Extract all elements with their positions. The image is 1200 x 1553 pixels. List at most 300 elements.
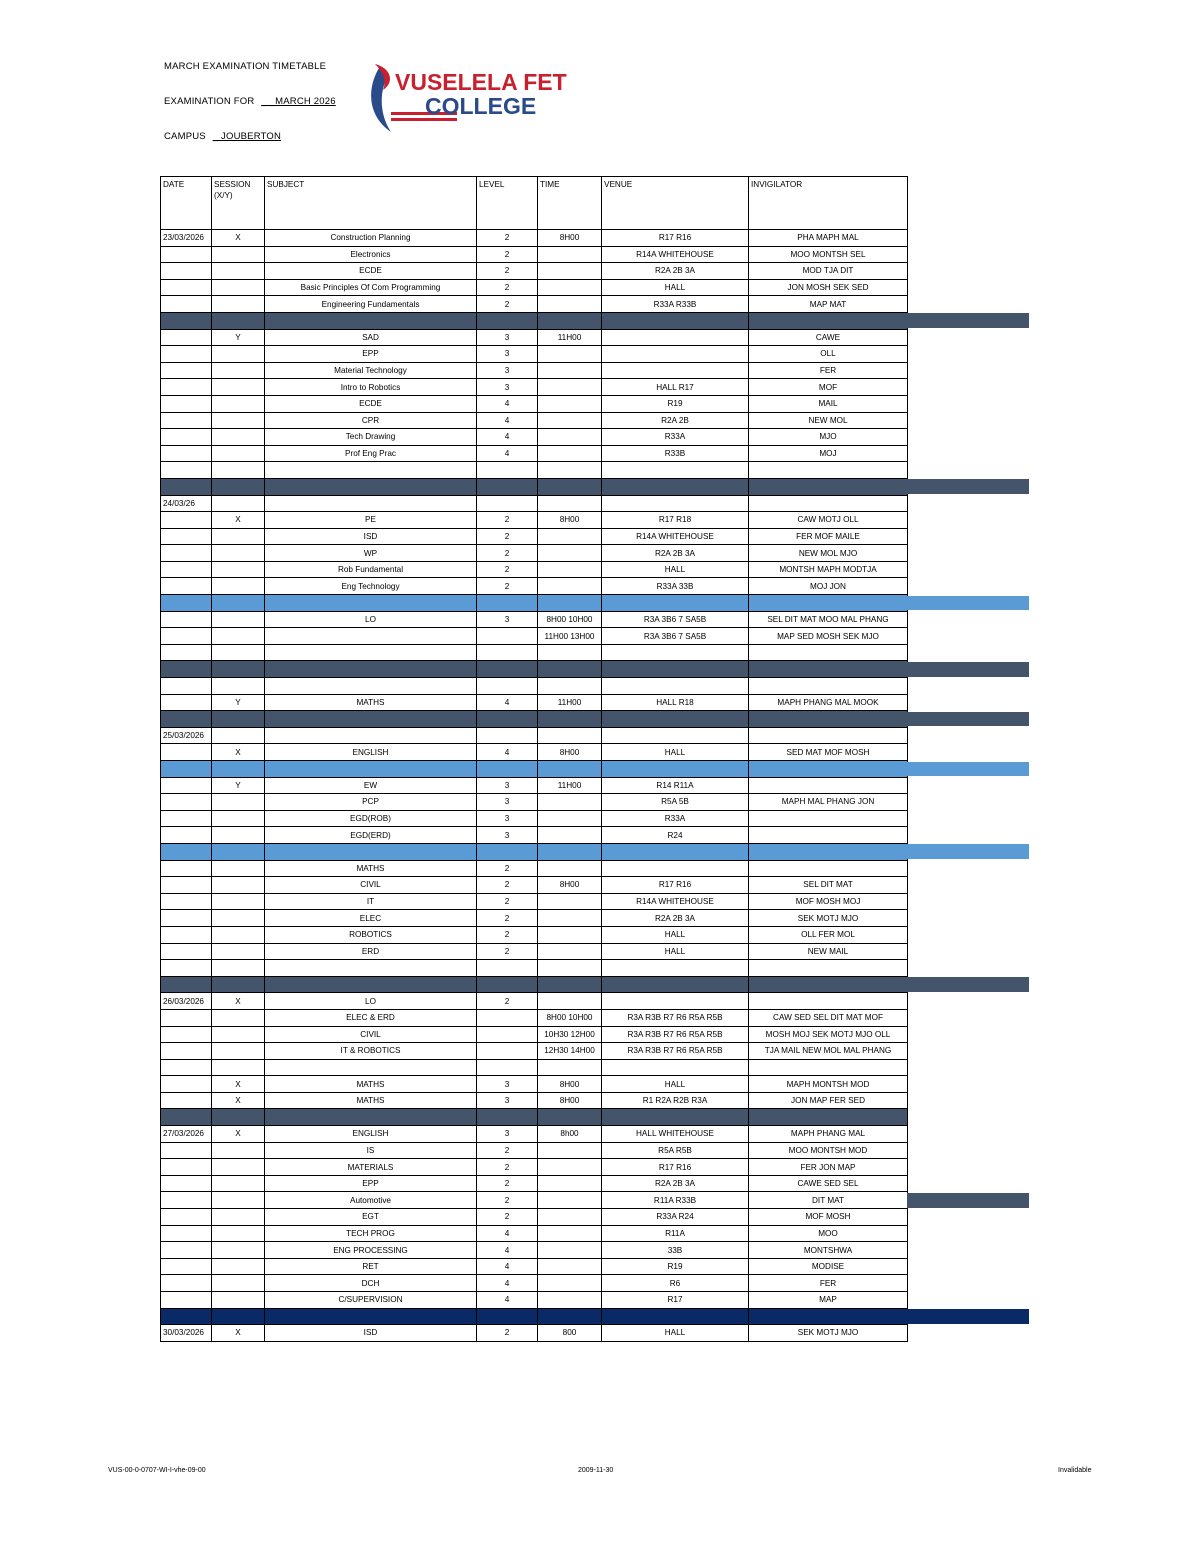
table-cell bbox=[538, 1175, 602, 1192]
row-shade-extension bbox=[907, 1193, 1029, 1208]
table-cell bbox=[477, 678, 538, 695]
table-cell bbox=[477, 1026, 538, 1043]
separator-cell bbox=[161, 312, 212, 329]
table-cell bbox=[538, 395, 602, 412]
table-cell bbox=[212, 893, 265, 910]
table-cell bbox=[749, 495, 908, 512]
separator-cell bbox=[602, 711, 749, 728]
separator-cell bbox=[161, 976, 212, 993]
table-cell bbox=[161, 1009, 212, 1026]
table-cell: ENG PROCESSING bbox=[265, 1242, 477, 1259]
table-cell bbox=[161, 429, 212, 446]
table-cell bbox=[749, 827, 908, 844]
table-row bbox=[161, 893, 908, 910]
table-cell: ECDE bbox=[265, 395, 477, 412]
separator-cell bbox=[602, 595, 749, 612]
table-cell bbox=[477, 960, 538, 977]
table-cell: SEL DIT MAT MOO MAL PHANG bbox=[749, 611, 908, 628]
table-cell bbox=[161, 512, 212, 529]
table-cell bbox=[212, 1026, 265, 1043]
table-cell: 8H00 10H00 bbox=[538, 1009, 602, 1026]
table-cell: MAPH MAL PHANG JON bbox=[749, 794, 908, 811]
separator-cell bbox=[602, 1308, 749, 1325]
table-cell: WP bbox=[265, 545, 477, 562]
table-cell bbox=[212, 1159, 265, 1176]
table-cell bbox=[212, 1292, 265, 1309]
table-cell: HALL bbox=[602, 926, 749, 943]
separator-row bbox=[161, 595, 908, 612]
table-cell bbox=[161, 561, 212, 578]
table-cell: R11A R33B bbox=[602, 1192, 749, 1209]
table-cell: Automotive bbox=[265, 1192, 477, 1209]
table-cell: FER bbox=[749, 1275, 908, 1292]
table-cell: 8H00 bbox=[538, 512, 602, 529]
table-cell: 25/03/2026 bbox=[161, 727, 212, 744]
table-cell bbox=[749, 993, 908, 1010]
separator-cell bbox=[602, 843, 749, 860]
table-cell: R33A 33B bbox=[602, 578, 749, 595]
table-cell bbox=[161, 1292, 212, 1309]
column-header: DATE bbox=[161, 177, 212, 230]
table-cell: 3 bbox=[477, 611, 538, 628]
table-cell bbox=[161, 1192, 212, 1209]
table-cell: 2 bbox=[477, 1142, 538, 1159]
table-cell bbox=[161, 1225, 212, 1242]
table-cell: 12H30 14H00 bbox=[538, 1043, 602, 1060]
table-cell: NEW MAIL bbox=[749, 943, 908, 960]
table-row bbox=[161, 462, 908, 479]
table-cell: 3 bbox=[477, 1126, 538, 1143]
separator-cell bbox=[749, 1109, 908, 1126]
table-row bbox=[161, 429, 908, 446]
table-cell: TJA MAIL NEW MOL MAL PHANG bbox=[749, 1043, 908, 1060]
table-cell bbox=[212, 1175, 265, 1192]
separator-cell bbox=[265, 761, 477, 778]
table-cell: X bbox=[212, 512, 265, 529]
table-cell bbox=[212, 462, 265, 479]
table-cell bbox=[212, 877, 265, 894]
table-cell bbox=[538, 1258, 602, 1275]
table-cell: HALL bbox=[602, 561, 749, 578]
table-cell: R2A 2B 3A bbox=[602, 545, 749, 562]
table-cell bbox=[212, 628, 265, 645]
separator-cell bbox=[749, 761, 908, 778]
table-cell: R14A WHITEHOUSE bbox=[602, 246, 749, 263]
table-cell: IT bbox=[265, 893, 477, 910]
separator-cell bbox=[265, 976, 477, 993]
table-cell: R14A WHITEHOUSE bbox=[602, 893, 749, 910]
table-cell: CAWE SED SEL bbox=[749, 1175, 908, 1192]
table-row bbox=[161, 827, 908, 844]
table-cell: 8H00 bbox=[538, 1092, 602, 1109]
column-header: TIME bbox=[538, 177, 602, 230]
table-cell: 4 bbox=[477, 1258, 538, 1275]
table-cell bbox=[161, 611, 212, 628]
table-cell bbox=[538, 1142, 602, 1159]
table-cell bbox=[538, 296, 602, 313]
table-cell: 4 bbox=[477, 445, 538, 462]
table-cell bbox=[212, 611, 265, 628]
table-row bbox=[161, 329, 908, 346]
table-cell: X bbox=[212, 230, 265, 247]
table-cell: Y bbox=[212, 329, 265, 346]
table-cell: MOF MOSH MOJ bbox=[749, 893, 908, 910]
table-cell bbox=[538, 926, 602, 943]
separator-row bbox=[161, 1109, 908, 1126]
table-cell: PCP bbox=[265, 794, 477, 811]
table-cell bbox=[161, 810, 212, 827]
table-cell: X bbox=[212, 1325, 265, 1342]
table-cell bbox=[538, 545, 602, 562]
table-cell bbox=[538, 445, 602, 462]
table-cell bbox=[161, 943, 212, 960]
table-cell bbox=[749, 462, 908, 479]
table-row bbox=[161, 561, 908, 578]
table-cell: 3 bbox=[477, 777, 538, 794]
separator-cell bbox=[602, 661, 749, 678]
table-cell: 4 bbox=[477, 1225, 538, 1242]
table-cell bbox=[538, 893, 602, 910]
table-cell: C/SUPERVISION bbox=[265, 1292, 477, 1309]
table-cell: MATERIALS bbox=[265, 1159, 477, 1176]
separator-cell bbox=[212, 661, 265, 678]
table-cell: X bbox=[212, 1126, 265, 1143]
table-row bbox=[161, 678, 908, 695]
table-cell bbox=[161, 644, 212, 661]
table-cell: R2A 2B bbox=[602, 412, 749, 429]
separator-cell bbox=[749, 1308, 908, 1325]
exam-for-label: EXAMINATION FOR bbox=[164, 96, 255, 107]
table-cell: R17 R16 bbox=[602, 230, 749, 247]
table-cell: 2 bbox=[477, 1209, 538, 1226]
table-cell: IS bbox=[265, 1142, 477, 1159]
separator-cell bbox=[749, 478, 908, 495]
table-cell: EPP bbox=[265, 346, 477, 363]
row-shade-extension bbox=[907, 596, 1029, 611]
table-cell: CAW MOTJ OLL bbox=[749, 512, 908, 529]
table-cell bbox=[212, 412, 265, 429]
table-cell bbox=[212, 346, 265, 363]
table-cell bbox=[477, 1059, 538, 1076]
table-cell: R2A 2B 3A bbox=[602, 1175, 749, 1192]
table-cell bbox=[212, 445, 265, 462]
table-cell bbox=[477, 495, 538, 512]
table-cell: Y bbox=[212, 777, 265, 794]
table-row bbox=[161, 246, 908, 263]
table-cell bbox=[161, 960, 212, 977]
separator-cell bbox=[265, 711, 477, 728]
table-cell bbox=[161, 794, 212, 811]
table-cell: 2 bbox=[477, 893, 538, 910]
table-cell: Engineering Fundamentals bbox=[265, 296, 477, 313]
table-cell bbox=[602, 362, 749, 379]
table-cell bbox=[161, 744, 212, 761]
table-row bbox=[161, 993, 908, 1010]
table-cell bbox=[265, 1059, 477, 1076]
separator-row bbox=[161, 761, 908, 778]
table-cell bbox=[212, 960, 265, 977]
separator-cell bbox=[212, 312, 265, 329]
table-row bbox=[161, 926, 908, 943]
table-cell: R3A 3B6 7 SA5B bbox=[602, 611, 749, 628]
table-cell: MAPH PHANG MAL bbox=[749, 1126, 908, 1143]
table-cell bbox=[212, 246, 265, 263]
table-cell: NEW MOL bbox=[749, 412, 908, 429]
table-cell bbox=[161, 395, 212, 412]
table-cell: Y bbox=[212, 694, 265, 711]
table-cell bbox=[212, 943, 265, 960]
table-cell bbox=[538, 246, 602, 263]
table-cell bbox=[602, 495, 749, 512]
column-header: LEVEL bbox=[477, 177, 538, 230]
table-cell bbox=[538, 943, 602, 960]
table-row bbox=[161, 230, 908, 247]
row-shade-extension bbox=[907, 313, 1029, 328]
table-row bbox=[161, 512, 908, 529]
separator-cell bbox=[538, 661, 602, 678]
separator-cell bbox=[538, 1109, 602, 1126]
table-cell: 8H00 bbox=[538, 877, 602, 894]
table-header-row bbox=[161, 177, 908, 230]
table-row bbox=[161, 1043, 908, 1060]
table-cell bbox=[161, 346, 212, 363]
table-cell: R14 R11A bbox=[602, 777, 749, 794]
table-cell: 24/03/26 bbox=[161, 495, 212, 512]
table-cell bbox=[161, 1043, 212, 1060]
campus-line bbox=[164, 131, 281, 142]
table-cell bbox=[538, 561, 602, 578]
exam-for-line bbox=[164, 96, 336, 107]
table-cell: Electronics bbox=[265, 246, 477, 263]
table-cell: FER bbox=[749, 362, 908, 379]
table-cell: 2 bbox=[477, 943, 538, 960]
table-cell bbox=[538, 279, 602, 296]
table-cell bbox=[161, 445, 212, 462]
separator-cell bbox=[477, 595, 538, 612]
table-cell bbox=[265, 727, 477, 744]
table-cell bbox=[161, 296, 212, 313]
campus-value: _ JOUBERTON bbox=[212, 131, 282, 142]
table-cell: Material Technology bbox=[265, 362, 477, 379]
table-cell bbox=[161, 246, 212, 263]
table-cell: MONTSH MAPH MODTJA bbox=[749, 561, 908, 578]
table-cell: HALL bbox=[602, 1325, 749, 1342]
separator-cell bbox=[477, 312, 538, 329]
separator-cell bbox=[602, 1109, 749, 1126]
separator-cell bbox=[212, 1109, 265, 1126]
table-cell bbox=[602, 960, 749, 977]
table-cell: X bbox=[212, 993, 265, 1010]
table-cell bbox=[161, 578, 212, 595]
separator-cell bbox=[749, 661, 908, 678]
table-cell: MAP bbox=[749, 1292, 908, 1309]
row-shade-extension bbox=[907, 479, 1029, 494]
separator-cell bbox=[749, 595, 908, 612]
table-cell: SEL DIT MAT bbox=[749, 877, 908, 894]
table-row bbox=[161, 877, 908, 894]
table-cell: R3A R3B R7 R6 R5A R5B bbox=[602, 1009, 749, 1026]
separator-cell bbox=[602, 761, 749, 778]
table-cell: MOO MONTSH SEL bbox=[749, 246, 908, 263]
separator-cell bbox=[477, 711, 538, 728]
table-cell: DCH bbox=[265, 1275, 477, 1292]
table-cell: R5A 5B bbox=[602, 794, 749, 811]
separator-cell bbox=[161, 661, 212, 678]
table-cell bbox=[538, 993, 602, 1010]
table-cell: R6 bbox=[602, 1275, 749, 1292]
separator-cell bbox=[212, 595, 265, 612]
separator-cell bbox=[265, 312, 477, 329]
separator-cell bbox=[538, 312, 602, 329]
table-cell: 8H00 bbox=[538, 744, 602, 761]
separator-cell bbox=[477, 478, 538, 495]
table-cell: 2 bbox=[477, 1192, 538, 1209]
table-cell bbox=[538, 960, 602, 977]
table-cell bbox=[749, 727, 908, 744]
separator-row bbox=[161, 843, 908, 860]
table-row bbox=[161, 1325, 908, 1342]
table-cell bbox=[477, 628, 538, 645]
table-cell bbox=[538, 860, 602, 877]
separator-cell bbox=[265, 843, 477, 860]
table-cell: MODISE bbox=[749, 1258, 908, 1275]
column-header: SESSION (X/Y) bbox=[212, 177, 265, 230]
table-cell: 2 bbox=[477, 877, 538, 894]
table-cell: 11H00 bbox=[538, 694, 602, 711]
table-row bbox=[161, 1076, 908, 1093]
table-cell: MOF bbox=[749, 379, 908, 396]
table-cell bbox=[602, 329, 749, 346]
table-cell: MATHS bbox=[265, 1092, 477, 1109]
table-row bbox=[161, 1059, 908, 1076]
table-cell: R2A 2B 3A bbox=[602, 910, 749, 927]
table-cell bbox=[538, 1292, 602, 1309]
table-cell: R5A R5B bbox=[602, 1142, 749, 1159]
separator-cell bbox=[538, 595, 602, 612]
separator-cell bbox=[602, 976, 749, 993]
table-cell: 2 bbox=[477, 279, 538, 296]
table-cell: HALL R17 bbox=[602, 379, 749, 396]
table-cell bbox=[602, 678, 749, 695]
table-cell: SED MAT MOF MOSH bbox=[749, 744, 908, 761]
table-cell: EGT bbox=[265, 1209, 477, 1226]
table-cell: R24 bbox=[602, 827, 749, 844]
separator-cell bbox=[538, 1308, 602, 1325]
table-cell bbox=[212, 429, 265, 446]
table-cell: MAIL bbox=[749, 395, 908, 412]
table-cell: MOO MONTSH MOD bbox=[749, 1142, 908, 1159]
table-row bbox=[161, 1192, 908, 1209]
table-cell bbox=[161, 1059, 212, 1076]
table-cell bbox=[161, 412, 212, 429]
table-cell bbox=[161, 1092, 212, 1109]
table-cell: FER JON MAP bbox=[749, 1159, 908, 1176]
table-cell: Eng Technology bbox=[265, 578, 477, 595]
table-cell bbox=[265, 678, 477, 695]
table-cell bbox=[212, 644, 265, 661]
table-cell bbox=[538, 429, 602, 446]
table-cell: 2 bbox=[477, 512, 538, 529]
table-cell: R3A R3B R7 R6 R5A R5B bbox=[602, 1026, 749, 1043]
table-cell bbox=[749, 860, 908, 877]
table-cell: 2 bbox=[477, 860, 538, 877]
table-cell: 3 bbox=[477, 1092, 538, 1109]
table-cell bbox=[212, 1142, 265, 1159]
table-cell bbox=[538, 644, 602, 661]
table-cell bbox=[161, 362, 212, 379]
table-cell bbox=[161, 694, 212, 711]
table-cell bbox=[161, 1258, 212, 1275]
table-cell bbox=[538, 462, 602, 479]
table-cell bbox=[749, 777, 908, 794]
table-cell: ECDE bbox=[265, 263, 477, 280]
separator-cell bbox=[749, 976, 908, 993]
separator-cell bbox=[477, 761, 538, 778]
separator-cell bbox=[538, 478, 602, 495]
table-cell bbox=[161, 1275, 212, 1292]
table-cell bbox=[212, 810, 265, 827]
table-row bbox=[161, 1209, 908, 1226]
table-cell: CIVIL bbox=[265, 1026, 477, 1043]
table-cell: 3 bbox=[477, 362, 538, 379]
table-cell: 2 bbox=[477, 1159, 538, 1176]
document-title: MARCH EXAMINATION TIMETABLE bbox=[164, 61, 327, 72]
table-cell bbox=[749, 960, 908, 977]
separator-cell bbox=[265, 595, 477, 612]
table-cell bbox=[161, 1026, 212, 1043]
table-row bbox=[161, 1026, 908, 1043]
table-row bbox=[161, 628, 908, 645]
table-cell bbox=[212, 495, 265, 512]
table-cell bbox=[538, 362, 602, 379]
separator-cell bbox=[161, 595, 212, 612]
table-cell: 2 bbox=[477, 561, 538, 578]
table-cell: HALL WHITEHOUSE bbox=[602, 1126, 749, 1143]
table-cell bbox=[749, 644, 908, 661]
table-cell: X bbox=[212, 1092, 265, 1109]
table-cell: 8H00 bbox=[538, 1076, 602, 1093]
separator-cell bbox=[212, 843, 265, 860]
table-cell: MOJ JON bbox=[749, 578, 908, 595]
table-cell: NEW MOL MJO bbox=[749, 545, 908, 562]
table-cell bbox=[212, 1258, 265, 1275]
table-cell: 11H00 bbox=[538, 777, 602, 794]
table-cell: MOF MOSH bbox=[749, 1209, 908, 1226]
table-cell bbox=[212, 727, 265, 744]
table-cell bbox=[538, 810, 602, 827]
table-cell: 4 bbox=[477, 1292, 538, 1309]
table-cell bbox=[212, 1275, 265, 1292]
table-cell bbox=[538, 379, 602, 396]
table-cell: 23/03/2026 bbox=[161, 230, 212, 247]
table-cell bbox=[265, 462, 477, 479]
table-cell: 3 bbox=[477, 346, 538, 363]
table-cell: 4 bbox=[477, 395, 538, 412]
table-cell: 2 bbox=[477, 1325, 538, 1342]
table-cell bbox=[538, 1225, 602, 1242]
table-cell: CPR bbox=[265, 412, 477, 429]
table-cell: 2 bbox=[477, 296, 538, 313]
table-cell: R17 R16 bbox=[602, 1159, 749, 1176]
table-cell bbox=[161, 827, 212, 844]
table-cell: R17 R16 bbox=[602, 877, 749, 894]
table-cell: ROBOTICS bbox=[265, 926, 477, 943]
table-cell: Rob Fundamental bbox=[265, 561, 477, 578]
table-cell: 2 bbox=[477, 910, 538, 927]
separator-cell bbox=[212, 478, 265, 495]
table-cell bbox=[212, 1059, 265, 1076]
table-cell: MAP SED MOSH SEK MJO bbox=[749, 628, 908, 645]
